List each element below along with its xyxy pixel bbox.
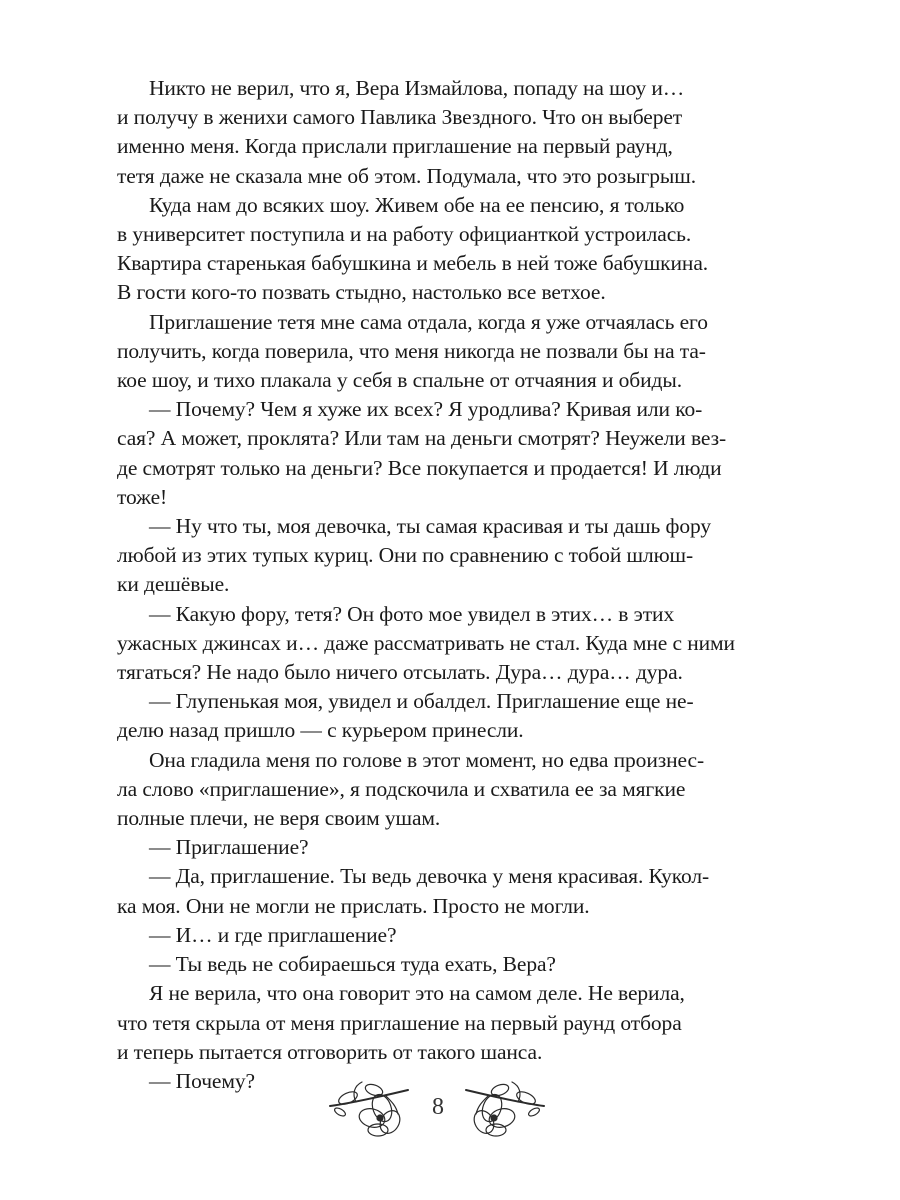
paragraph: Я не верила, что она говорит это на самом деле. Не верила, что тетя скрыла от меня приглашение на первый раунд отбора и теперь пытается отговорить от такого шанса. — [117, 981, 685, 1064]
paragraph: — Какую фору, тетя? Он фото мое увидел в этих… в этих ужасных джинсах и… даже рассматривать не стал. Куда мне с ними тягаться? Не надо было ничего отсылать. Дура… дура… дура. — [117, 601, 735, 685]
page-footer — [0, 1072, 900, 1152]
paragraph: — Ну что ты, моя девочка, ты самая красивая и ты дашь фору любой из этих тупых куриц. Они по сравнению с тобой шлюш- ки дешёвые. — [117, 514, 711, 597]
paragraph: — Ты ведь не собираешься туда ехать, Вера? — [149, 952, 556, 977]
paragraph: Она гладила меня по голове в этот момент, но едва произнес- ла слово «приглашение», я подскочила и схватила ее за мягкие полные плечи, не веря своим ушам. — [117, 747, 705, 831]
paragraph: Куда нам до всяких шоу. Живем обе на ее пенсию, я только в университет поступила и на работу официанткой устроилась. Квартира старенькая бабушкина и мебель в ней тоже бабушкина. В гости кого-то позвать стыдно, настолько все ветхое. — [117, 192, 709, 305]
paragraph: Никто не верил, что я, Вера Измайлова, попаду на шоу и… и получу в женихи самого Павлика Звездного. Что он выберет именно меня. Когда прислали приглашение на первый раунд, тетя даже не сказала мне об этом. Подумала, что это розыгрыш. — [117, 76, 696, 188]
paragraph: Приглашение тетя мне сама отдала, когда я уже отчаялась его получить, когда поверила, что меня никогда не позвали бы на та- кое шоу, и тихо плакала у себя в спальне от отчаяния и обиды. — [117, 309, 708, 393]
paragraph: — Почему? — [149, 1068, 255, 1093]
paragraph: — Почему? Чем я хуже их всех? Я уродлива? Кривая или ко- сая? А может, проклята? Или там на деньги смотрят? Неужели вез- де смотрят только на деньги? Все покупается и продается! И люди тоже! — [117, 397, 727, 509]
page-number: 8 — [432, 1094, 444, 1120]
paragraph: — И… и где приглашение? — [149, 922, 397, 947]
paragraph: — Глупенькая моя, увидел и обалдел. Приглашение еще не- делю назад пришло — с курьером принесли. — [117, 689, 694, 743]
paragraph: — Да, приглашение. Ты ведь девочка у меня красивая. Кукол- ка моя. Они не могли не прислать. Просто не могли. — [117, 864, 710, 918]
paragraph: — Приглашение? — [149, 835, 309, 860]
magnolia-branch-icon — [462, 1072, 548, 1140]
body-text — [117, 74, 765, 1096]
magnolia-branch-icon — [326, 1072, 412, 1140]
